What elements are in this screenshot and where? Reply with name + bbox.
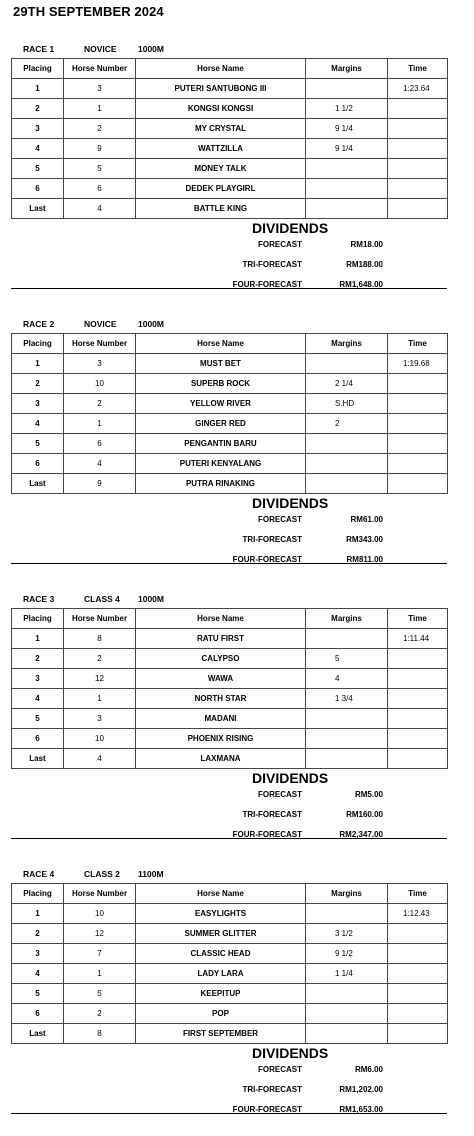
- placing-cell: 5: [12, 434, 64, 454]
- page-title: 29TH SEPTEMBER 2024: [13, 4, 164, 19]
- placing-cell: Last: [12, 1024, 64, 1044]
- dividend-row: [0, 790, 474, 804]
- time-cell: [388, 159, 448, 179]
- dividend-label: FOUR-FORECAST: [232, 830, 302, 839]
- column-header: Margins: [306, 334, 388, 354]
- table-row: [12, 649, 448, 669]
- table-row: [12, 99, 448, 119]
- horse-number-cell: 1: [64, 689, 136, 709]
- horse-name-cell: BATTLE KING: [136, 199, 306, 219]
- time-cell: [388, 179, 448, 199]
- placing-cell: 3: [12, 119, 64, 139]
- race-distance: 1100M: [138, 869, 164, 879]
- horse-number-cell: 1: [64, 414, 136, 434]
- margin-cell: [306, 1024, 388, 1044]
- margin-cell: [306, 454, 388, 474]
- horse-number-cell: 1: [64, 964, 136, 984]
- dividend-value: RM18.00: [350, 240, 383, 249]
- margin-cell: [306, 709, 388, 729]
- placing-cell: 1: [12, 629, 64, 649]
- dividends-title: DIVIDENDS: [252, 1045, 329, 1061]
- results-table: [11, 333, 448, 494]
- race-class: NOVICE: [84, 44, 117, 54]
- table-row: [12, 79, 448, 99]
- horse-number-cell: 9: [64, 474, 136, 494]
- table-row: [12, 964, 448, 984]
- horse-name-cell: PHOENIX RISING: [136, 729, 306, 749]
- race-section: [0, 869, 474, 1117]
- horse-number-cell: 7: [64, 944, 136, 964]
- placing-cell: 4: [12, 414, 64, 434]
- placing-cell: Last: [12, 474, 64, 494]
- dividend-row: [0, 240, 474, 254]
- time-cell: [388, 414, 448, 434]
- margin-cell: 9 1/4: [306, 139, 388, 159]
- column-header: Placing: [12, 334, 64, 354]
- table-row: [12, 414, 448, 434]
- horse-name-cell: PENGANTIN BARU: [136, 434, 306, 454]
- column-header: Time: [388, 334, 448, 354]
- placing-cell: 6: [12, 179, 64, 199]
- time-cell: [388, 689, 448, 709]
- placing-cell: 3: [12, 944, 64, 964]
- race-meta: [0, 319, 474, 333]
- dividend-value: RM1,653.00: [339, 1105, 383, 1114]
- margin-cell: [306, 474, 388, 494]
- dividend-value: RM1,202.00: [339, 1085, 383, 1094]
- horse-number-cell: 3: [64, 79, 136, 99]
- column-header: Placing: [12, 609, 64, 629]
- time-cell: [388, 99, 448, 119]
- horse-number-cell: 2: [64, 1004, 136, 1024]
- dividend-label: FORECAST: [258, 790, 302, 799]
- horse-number-cell: 9: [64, 139, 136, 159]
- placing-cell: Last: [12, 749, 64, 769]
- table-row: [12, 729, 448, 749]
- race-number: RACE 3: [23, 594, 55, 604]
- time-cell: [388, 1004, 448, 1024]
- column-header: Margins: [306, 59, 388, 79]
- table-row: [12, 394, 448, 414]
- dividends-title: DIVIDENDS: [252, 770, 329, 786]
- horse-name-cell: RATU FIRST: [136, 629, 306, 649]
- column-header: Horse Number: [64, 884, 136, 904]
- column-header: Horse Number: [64, 609, 136, 629]
- margin-cell: 3 1/2: [306, 924, 388, 944]
- column-header: Horse Name: [136, 609, 306, 629]
- margin-cell: 9 1/4: [306, 119, 388, 139]
- horse-name-cell: GINGER RED: [136, 414, 306, 434]
- column-header: Margins: [306, 609, 388, 629]
- race-class: CLASS 2: [84, 869, 120, 879]
- horse-name-cell: CALYPSO: [136, 649, 306, 669]
- horse-name-cell: MY CRYSTAL: [136, 119, 306, 139]
- time-cell: 1:11.44: [388, 629, 448, 649]
- time-cell: [388, 729, 448, 749]
- column-header: Placing: [12, 884, 64, 904]
- dividend-row: [0, 1105, 474, 1119]
- horse-name-cell: MUST BET: [136, 354, 306, 374]
- horse-number-cell: 1: [64, 99, 136, 119]
- horse-number-cell: 4: [64, 749, 136, 769]
- placing-cell: 1: [12, 904, 64, 924]
- horse-number-cell: 5: [64, 159, 136, 179]
- time-cell: [388, 394, 448, 414]
- time-cell: [388, 119, 448, 139]
- margin-cell: [306, 434, 388, 454]
- race-section: [0, 594, 474, 842]
- horse-name-cell: FIRST SEPTEMBER: [136, 1024, 306, 1044]
- dividend-row: [0, 515, 474, 529]
- margin-cell: 2 1/4: [306, 374, 388, 394]
- horse-number-cell: 5: [64, 984, 136, 1004]
- dividend-value: RM811.00: [346, 555, 383, 564]
- dividend-row: [0, 280, 474, 294]
- margin-cell: 1 3/4: [306, 689, 388, 709]
- margin-cell: [306, 79, 388, 99]
- dividend-label: FORECAST: [258, 1065, 302, 1074]
- horse-name-cell: LAXMANA: [136, 749, 306, 769]
- race-number: RACE 1: [23, 44, 55, 54]
- time-cell: [388, 434, 448, 454]
- column-header: Time: [388, 884, 448, 904]
- column-header: Placing: [12, 59, 64, 79]
- race-number: RACE 4: [23, 869, 55, 879]
- placing-cell: 5: [12, 709, 64, 729]
- section-divider: [11, 288, 447, 289]
- horse-number-cell: 3: [64, 709, 136, 729]
- race-distance: 1000M: [138, 44, 164, 54]
- dividend-value: RM160.00: [346, 810, 383, 819]
- time-cell: [388, 984, 448, 1004]
- time-cell: [388, 454, 448, 474]
- table-row: [12, 474, 448, 494]
- horse-number-cell: 6: [64, 179, 136, 199]
- horse-number-cell: 2: [64, 394, 136, 414]
- table-row: [12, 1024, 448, 1044]
- table-row: [12, 159, 448, 179]
- table-row: [12, 669, 448, 689]
- horse-number-cell: 8: [64, 629, 136, 649]
- table-row: [12, 354, 448, 374]
- table-header-row: [12, 884, 448, 904]
- column-header: Horse Number: [64, 334, 136, 354]
- time-cell: [388, 669, 448, 689]
- horse-name-cell: MADANI: [136, 709, 306, 729]
- margin-cell: [306, 179, 388, 199]
- section-divider: [11, 1113, 447, 1114]
- horse-number-cell: 4: [64, 199, 136, 219]
- margin-cell: 1 1/2: [306, 99, 388, 119]
- time-cell: 1:19.68: [388, 354, 448, 374]
- horse-number-cell: 4: [64, 454, 136, 474]
- race-section: [0, 44, 474, 292]
- dividend-label: TRI-FORECAST: [242, 1085, 302, 1094]
- time-cell: [388, 374, 448, 394]
- horse-number-cell: 8: [64, 1024, 136, 1044]
- horse-name-cell: KEEPITUP: [136, 984, 306, 1004]
- column-header: Time: [388, 609, 448, 629]
- margin-cell: [306, 904, 388, 924]
- horse-number-cell: 3: [64, 354, 136, 374]
- dividend-label: FOUR-FORECAST: [232, 555, 302, 564]
- dividend-label: TRI-FORECAST: [242, 535, 302, 544]
- margin-cell: 5: [306, 649, 388, 669]
- dividend-label: FORECAST: [258, 515, 302, 524]
- table-row: [12, 1004, 448, 1024]
- margin-cell: [306, 354, 388, 374]
- column-header: Horse Name: [136, 59, 306, 79]
- margin-cell: [306, 1004, 388, 1024]
- column-header: Margins: [306, 884, 388, 904]
- placing-cell: 2: [12, 99, 64, 119]
- dividend-value: RM2,347.00: [339, 830, 383, 839]
- race-distance: 1000M: [138, 319, 164, 329]
- table-row: [12, 179, 448, 199]
- dividend-label: FOUR-FORECAST: [232, 1105, 302, 1114]
- horse-name-cell: PUTERI SANTUBONG III: [136, 79, 306, 99]
- horse-name-cell: SUPERB ROCK: [136, 374, 306, 394]
- dividend-row: [0, 260, 474, 274]
- dividend-label: FORECAST: [258, 240, 302, 249]
- margin-cell: [306, 629, 388, 649]
- dividend-value: RM61.00: [350, 515, 383, 524]
- race-meta: [0, 869, 474, 883]
- dividend-value: RM6.00: [354, 1065, 383, 1074]
- horse-number-cell: 12: [64, 669, 136, 689]
- race-section: [0, 319, 474, 567]
- horse-number-cell: 12: [64, 924, 136, 944]
- placing-cell: 6: [12, 454, 64, 474]
- dividend-value: RM343.00: [346, 535, 383, 544]
- table-row: [12, 904, 448, 924]
- race-class: NOVICE: [84, 319, 117, 329]
- dividend-row: [0, 1065, 474, 1079]
- horse-name-cell: PUTERI KENYALANG: [136, 454, 306, 474]
- dividend-value: RM1,648.00: [339, 280, 383, 289]
- horse-number-cell: 10: [64, 374, 136, 394]
- dividend-value: RM5.00: [354, 790, 383, 799]
- dividend-row: [0, 830, 474, 844]
- horse-name-cell: KONGSI KONGSI: [136, 99, 306, 119]
- time-cell: 1:23.64: [388, 79, 448, 99]
- table-row: [12, 139, 448, 159]
- horse-name-cell: WATTZILLA: [136, 139, 306, 159]
- time-cell: [388, 139, 448, 159]
- dividend-label: TRI-FORECAST: [242, 810, 302, 819]
- horse-name-cell: MONEY TALK: [136, 159, 306, 179]
- time-cell: [388, 649, 448, 669]
- time-cell: [388, 474, 448, 494]
- dividend-row: [0, 810, 474, 824]
- race-class: CLASS 4: [84, 594, 120, 604]
- table-row: [12, 629, 448, 649]
- placing-cell: 4: [12, 139, 64, 159]
- placing-cell: Last: [12, 199, 64, 219]
- horse-name-cell: NORTH STAR: [136, 689, 306, 709]
- time-cell: [388, 924, 448, 944]
- time-cell: 1:12.43: [388, 904, 448, 924]
- section-divider: [11, 838, 447, 839]
- margin-cell: [306, 984, 388, 1004]
- dividend-value: RM188.00: [346, 260, 383, 269]
- horse-number-cell: 10: [64, 729, 136, 749]
- table-header-row: [12, 609, 448, 629]
- table-row: [12, 944, 448, 964]
- margin-cell: 2: [306, 414, 388, 434]
- placing-cell: 2: [12, 374, 64, 394]
- horse-name-cell: PUTRA RINAKING: [136, 474, 306, 494]
- horse-name-cell: YELLOW RIVER: [136, 394, 306, 414]
- table-header-row: [12, 59, 448, 79]
- dividend-row: [0, 1085, 474, 1099]
- results-table: [11, 608, 448, 769]
- horse-name-cell: POP: [136, 1004, 306, 1024]
- margin-cell: S.HD: [306, 394, 388, 414]
- race-distance: 1000M: [138, 594, 164, 604]
- table-row: [12, 374, 448, 394]
- horse-number-cell: 6: [64, 434, 136, 454]
- column-header: Time: [388, 59, 448, 79]
- table-row: [12, 434, 448, 454]
- placing-cell: 1: [12, 354, 64, 374]
- horse-name-cell: SUMMER GLITTER: [136, 924, 306, 944]
- placing-cell: 2: [12, 649, 64, 669]
- table-row: [12, 454, 448, 474]
- placing-cell: 5: [12, 159, 64, 179]
- time-cell: [388, 964, 448, 984]
- dividend-label: FOUR-FORECAST: [232, 280, 302, 289]
- column-header: Horse Name: [136, 334, 306, 354]
- section-divider: [11, 563, 447, 564]
- horse-name-cell: EASYLIGHTS: [136, 904, 306, 924]
- margin-cell: 4: [306, 669, 388, 689]
- horse-number-cell: 10: [64, 904, 136, 924]
- margin-cell: 9 1/2: [306, 944, 388, 964]
- race-number: RACE 2: [23, 319, 55, 329]
- placing-cell: 3: [12, 669, 64, 689]
- time-cell: [388, 749, 448, 769]
- placing-cell: 1: [12, 79, 64, 99]
- table-header-row: [12, 334, 448, 354]
- margin-cell: [306, 749, 388, 769]
- time-cell: [388, 199, 448, 219]
- table-row: [12, 709, 448, 729]
- dividend-row: [0, 555, 474, 569]
- race-meta: [0, 594, 474, 608]
- horse-name-cell: DEDEK PLAYGIRL: [136, 179, 306, 199]
- horse-name-cell: WAWA: [136, 669, 306, 689]
- time-cell: [388, 1024, 448, 1044]
- placing-cell: 3: [12, 394, 64, 414]
- dividends-title: DIVIDENDS: [252, 220, 329, 236]
- margin-cell: [306, 729, 388, 749]
- horse-number-cell: 2: [64, 119, 136, 139]
- margin-cell: [306, 159, 388, 179]
- horse-number-cell: 2: [64, 649, 136, 669]
- placing-cell: 6: [12, 1004, 64, 1024]
- column-header: Horse Name: [136, 884, 306, 904]
- horse-name-cell: CLASSIC HEAD: [136, 944, 306, 964]
- dividend-label: TRI-FORECAST: [242, 260, 302, 269]
- table-row: [12, 924, 448, 944]
- table-row: [12, 689, 448, 709]
- table-row: [12, 199, 448, 219]
- table-row: [12, 119, 448, 139]
- placing-cell: 6: [12, 729, 64, 749]
- placing-cell: 4: [12, 689, 64, 709]
- results-table: [11, 883, 448, 1044]
- column-header: Horse Number: [64, 59, 136, 79]
- placing-cell: 5: [12, 984, 64, 1004]
- race-meta: [0, 44, 474, 58]
- table-row: [12, 984, 448, 1004]
- time-cell: [388, 944, 448, 964]
- table-row: [12, 749, 448, 769]
- placing-cell: 4: [12, 964, 64, 984]
- margin-cell: [306, 199, 388, 219]
- horse-name-cell: LADY LARA: [136, 964, 306, 984]
- time-cell: [388, 709, 448, 729]
- margin-cell: 1 1/4: [306, 964, 388, 984]
- dividend-row: [0, 535, 474, 549]
- results-table: [11, 58, 448, 219]
- dividends-title: DIVIDENDS: [252, 495, 329, 511]
- placing-cell: 2: [12, 924, 64, 944]
